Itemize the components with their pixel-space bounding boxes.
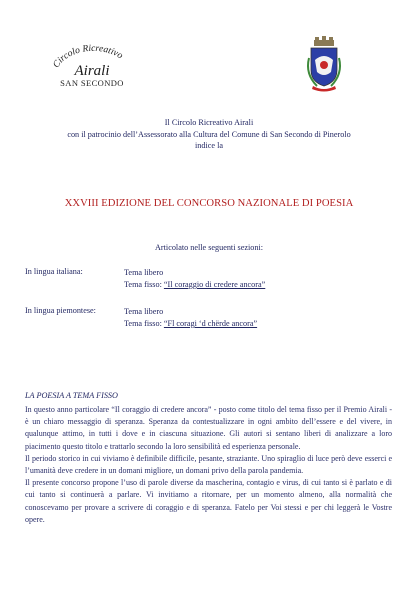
fixed-theme-title: “Fl coragi ‘d chërde ancora”: [163, 319, 258, 328]
fixed-theme-body: [25, 404, 392, 526]
body-paragraph: Il periodo storico in cui viviamo è definibile difficile, pesante, straziante. Uno spiraglio di luce però deve esserci e l’umanità deve credere in un domani migliore, un domani privo della parola pandemia.: [25, 453, 392, 476]
patronage-line: con il patrocinio dell’Assessorato alla Cultura del Comune di San Secondo di Pinerolo: [67, 129, 351, 139]
fixed-theme-line: [124, 279, 265, 291]
body-paragraph: In questo anno particolare “Il coraggio di credere ancora” - posto come titolo del tema fisso per il Premio Airali - è un chiaro messaggio di speranza. Speranza da contestualizzare in ogni ambito dell’essere e del vivere, in qualunque attimo, in tutti i dove e in ciascuna situazione. Gli autori si sentano liberi di analizzare a loro piacimento questo titolo e trattarlo secondo la loro sensibilità ed esperienza personale.: [25, 405, 392, 451]
fixed-theme-prefix: Tema fisso:: [124, 319, 164, 328]
sections-intro: Articolato nelle seguenti sezioni:: [155, 243, 263, 252]
fixed-theme-line: [124, 318, 257, 330]
body-paragraph: Il presente concorso propone l’uso di parole diverse da mascherina, contagio e virus, di cui tanto si è parlato e di cui tanto si continuerà a parlare. Vi invitiamo a ritornare, per un momento almeno, alla normalità che conoscevamo per provare a scrivere di coraggio e di speranza. Fatelo per Voi stessi e per chi leggerà le Vostre opere.: [25, 478, 392, 524]
organizer-line: Il Circolo Ricreativo Airali: [164, 118, 254, 127]
announcement-line: indice la: [195, 141, 223, 150]
logo-subtitle: SAN SECONDO: [60, 78, 124, 88]
header-block: [0, 117, 418, 152]
fixed-theme-heading: LA POESIA A TEMA FISSO: [25, 391, 118, 400]
free-theme: Tema libero: [124, 268, 164, 277]
fixed-theme-title: “Il coraggio di credere ancora”: [163, 280, 266, 289]
contest-title: XXVIII EDIZIONE DEL CONCORSO NAZIONALE DI POESIA: [64, 198, 354, 209]
fixed-theme-prefix: Tema fisso:: [124, 280, 164, 289]
free-theme: Tema libero: [124, 307, 164, 316]
section-label: In lingua italiana:: [25, 267, 83, 276]
section-label: In lingua piemontese:: [25, 306, 96, 315]
logo-name: Airali: [74, 63, 110, 79]
logo-arc-text: Circolo Ricreativo: [51, 43, 125, 70]
municipal-crest-icon: [303, 36, 345, 94]
circolo-airali-logo: [42, 40, 142, 92]
